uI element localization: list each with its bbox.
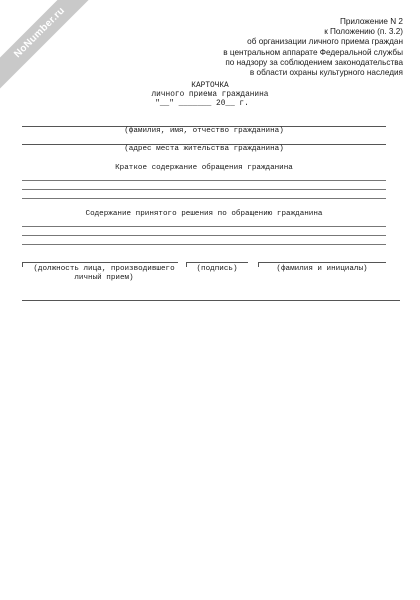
address-caption: (адрес места жительства гражданина) [124, 145, 284, 153]
card-date-line: "__" _______ 20__ г. [155, 100, 249, 108]
header-line-5: по надзору за соблюдением законодательства [225, 57, 403, 67]
summary-line-1 [22, 180, 386, 181]
appendix-header [143, 17, 403, 78]
decision-caption: Содержание принятого решения по обращению гражданина [85, 210, 323, 218]
signature-line [186, 262, 248, 263]
position-signature-line [22, 262, 178, 263]
summary-line-3 [22, 198, 386, 199]
decision-line-2 [22, 235, 386, 236]
summary-caption: Краткое содержание обращения гражданина [115, 164, 293, 172]
watermark-ribbon: NoNumber.ru [0, 0, 97, 90]
header-line-4: в центральном аппарате Федеральной службы [223, 47, 403, 57]
signature-caption: (подпись) [196, 265, 238, 273]
name-signature-line [258, 262, 386, 263]
header-line-3: об организации личного приема граждан [247, 37, 403, 47]
card-title: КАРТОЧКА [191, 82, 229, 90]
fio-caption: (фамилия, имя, отчество гражданина) [124, 127, 284, 135]
bottom-rule [22, 300, 400, 301]
name-caption: (фамилия и инициалы) [276, 265, 368, 273]
decision-line-1 [22, 226, 386, 227]
card-subtitle: личного приема гражданина [151, 91, 269, 99]
header-line-6: в области охраны культурного наследия [249, 68, 403, 78]
position-caption-1: (должность лица, производившего [33, 265, 175, 273]
header-line-2: к Положению (п. 3.2) [324, 27, 403, 37]
decision-line-3 [22, 244, 386, 245]
header-line-1: Приложение N 2 [339, 17, 403, 26]
summary-line-2 [22, 189, 386, 190]
position-caption-2: личный прием) [74, 274, 134, 282]
